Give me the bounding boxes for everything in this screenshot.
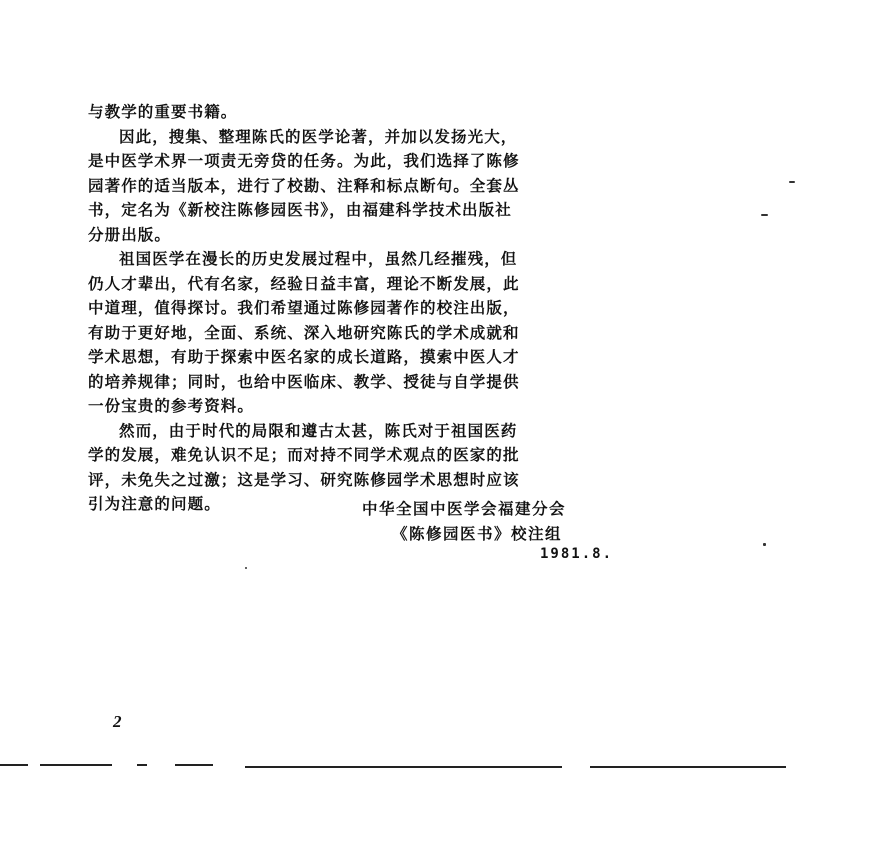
text-line: 仍人才辈出，代有名家，经验日益丰富，理论不断发展，此: [88, 273, 520, 293]
text-line: 书，定名为《新校注陈修园医书》，由福建科学技术出版社: [88, 200, 512, 219]
signature-date: 1981.8.: [540, 546, 614, 562]
text-line: 一份宝贵的参考资料。: [88, 396, 255, 415]
scan-speck: [763, 543, 766, 546]
page-number: 2: [113, 712, 122, 731]
scan-rule-line: [590, 766, 786, 768]
scan-speck: [245, 567, 247, 569]
text-line: 学术思想，有助于探索中医名家的成长道路，摸索中医人才: [88, 347, 520, 366]
text-line: 的培养规律；同时，也给中医临床、教学、授徒与自学提供: [88, 371, 520, 391]
scan-rule-line: [137, 764, 147, 766]
text-line: 学的发展，难免认识不足；而对持不同学术观点的医家的批: [88, 445, 520, 464]
text-line: 园著作的适当版本，进行了校勘、注释和标点断句。全套丛: [88, 175, 520, 195]
text-line: 是中医学术界一项责无旁贷的任务。为此，我们选择了陈修: [88, 151, 520, 170]
text-line: 因此，搜集、整理陈氏的医学论著，并加以发扬光大，: [119, 126, 518, 146]
text-line: 引为注意的问题。: [88, 494, 221, 513]
text-line: 祖国医学在漫长的历史发展过程中，虽然几经摧残，但: [119, 249, 518, 268]
text-line: 然而，由于时代的局限和遵古太甚，陈氏对于祖国医药: [119, 420, 518, 440]
text-line: 分册出版。: [88, 224, 172, 244]
scan-speck: [789, 181, 795, 183]
scan-speck: [761, 214, 768, 216]
signature-organization: 中华全国中医学会福建分会: [362, 499, 567, 518]
body-text: [88, 100, 688, 517]
scan-rule-line: [40, 764, 112, 766]
text-line: 有助于更好地，全面、系统、深入地研究陈氏的学术成就和: [88, 322, 520, 342]
scan-rule-line: [0, 764, 28, 766]
scan-rule-line: [175, 764, 213, 766]
text-line: 评，未免失之过激；这是学习、研究陈修园学术思想时应该: [88, 469, 520, 489]
text-line: 与教学的重要书籍。: [88, 102, 238, 121]
scan-rule-line: [245, 766, 562, 768]
text-line: 中道理，值得探讨。我们希望通过陈修园著作的校注出版，: [88, 298, 520, 317]
signature-editorial-group: 《陈修园医书》校注组: [392, 524, 563, 543]
